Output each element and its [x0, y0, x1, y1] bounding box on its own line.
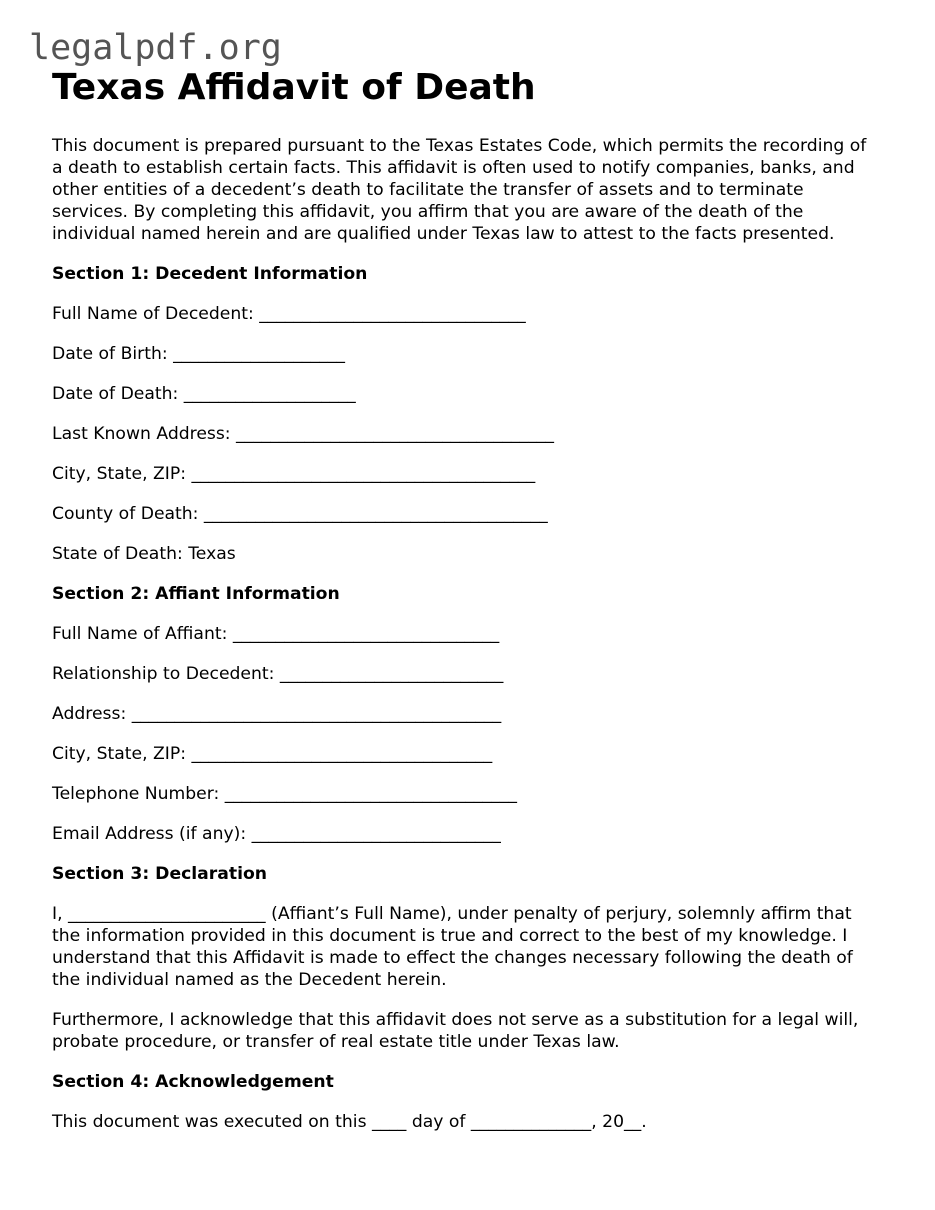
document-title: Texas Affidavit of Death	[52, 67, 536, 108]
decedent-county-of-death-field[interactable]: County of Death: ________________________________________	[52, 504, 548, 524]
execution-date-line[interactable]: This document was executed on this ____ day of ______________, 20__.	[52, 1112, 647, 1132]
decedent-state-of-death: State of Death: Texas	[52, 544, 236, 564]
intro-paragraph: This document is prepared pursuant to the Texas Estates Code, which permits the recording of a death to establish certain facts. This affidavit is often used to notify companies, banks, and other entities of a decedent’s death to facilitate the transfer of assets and to terminate services. By completing this affidavit, you affirm that you are aware of the death of the individual named herein and are qualified under Texas law to attest to the facts presented.	[52, 136, 867, 244]
watermark-logo: legalpdf.org	[29, 28, 282, 68]
decedent-date-of-birth-field[interactable]: Date of Birth: ____________________	[52, 344, 345, 364]
decedent-full-name-field[interactable]: Full Name of Decedent: _______________________________	[52, 304, 526, 324]
decedent-city-state-zip-field[interactable]: City, State, ZIP: ________________________________________	[52, 464, 536, 484]
affiant-relationship-field[interactable]: Relationship to Decedent: __________________________	[52, 664, 504, 684]
affiant-city-state-zip-field[interactable]: City, State, ZIP: ___________________________________	[52, 744, 493, 764]
decedent-last-known-address-field[interactable]: Last Known Address: _____________________________________	[52, 424, 555, 444]
decedent-date-of-death-field[interactable]: Date of Death: ____________________	[52, 384, 356, 404]
affiant-email-field[interactable]: Email Address (if any): _____________________________	[52, 824, 501, 844]
section-2-title: Section 2: Affiant Information	[52, 584, 340, 604]
declaration-paragraph[interactable]: I, _______________________ (Affiant’s Full Name), under penalty of perjury, solemnly affirm that the information provided in this document is true and correct to the best of my knowledge. I understand that this Affidavit is made to effect the changes necessary following the death of the individual named as the Decedent herein.	[52, 904, 853, 990]
section-4-title: Section 4: Acknowledgement	[52, 1072, 334, 1092]
document-page	[52, 66, 882, 1133]
affiant-address-field[interactable]: Address: ___________________________________________	[52, 704, 502, 724]
affiant-full-name-field[interactable]: Full Name of Affiant: _______________________________	[52, 624, 500, 644]
acknowledgement-paragraph: Furthermore, I acknowledge that this affidavit does not serve as a substitution for a legal will, probate procedure, or transfer of real estate title under Texas law.	[52, 1010, 859, 1052]
section-1-title: Section 1: Decedent Information	[52, 264, 368, 284]
section-3-title: Section 3: Declaration	[52, 864, 268, 884]
affiant-telephone-field[interactable]: Telephone Number: __________________________________	[52, 784, 517, 804]
